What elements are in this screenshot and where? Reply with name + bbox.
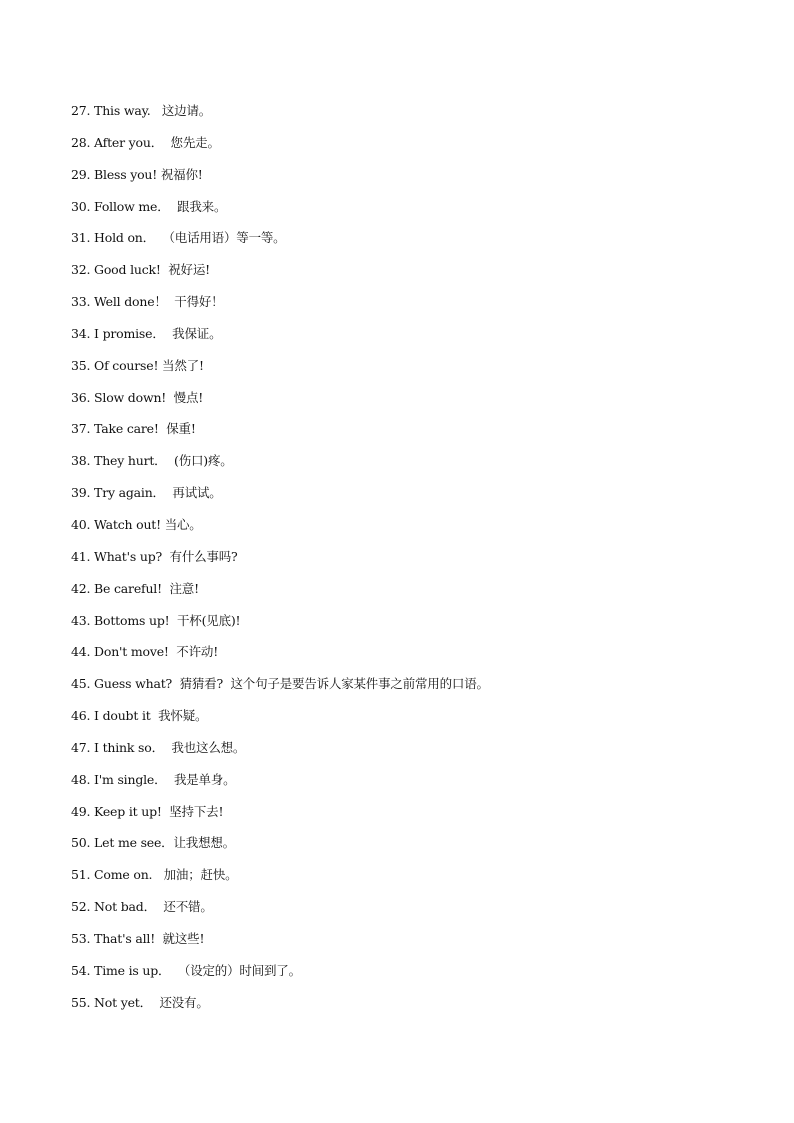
phrase-line-28: 28. After you． 您先走。 xyxy=(71,134,220,150)
phrase-line-40: 40. Watch out! 当心。 xyxy=(71,516,202,532)
phrase-line-36: 36. Slow down! 慢点! xyxy=(71,389,204,405)
phrase-line-37: 37. Take care! 保重! xyxy=(71,421,196,437)
phrase-line-30: 30. Follow me． 跟我来。 xyxy=(71,198,227,214)
phrase-line-53: 53. That's all! 就这些! xyxy=(71,930,205,946)
phrase-line-33: 33. Well done！ 干得好！ xyxy=(71,294,224,310)
phrase-line-46: 46. I doubt it 我怀疑。 xyxy=(71,708,208,724)
phrase-line-44: 44. Don't move! 不许动! xyxy=(71,644,219,660)
phrase-line-49: 49. Keep it up! 坚持下去! xyxy=(71,803,224,819)
phrase-line-45: 45. Guess what? 猜猜看? 这个句子是要告诉人家某件事之前常用的口语。 xyxy=(71,676,489,692)
phrase-line-54: 54. Time is up． （设定的）时间到了。 xyxy=(71,962,301,978)
phrase-line-41: 41. What's up? 有什么事吗? xyxy=(71,548,238,564)
phrase-line-43: 43. Bottoms up! 干杯(见底)! xyxy=(71,612,241,628)
phrase-list xyxy=(71,100,751,1023)
phrase-line-34: 34. I promise． 我保证。 xyxy=(71,325,222,341)
phrase-line-35: 35. Of course! 当然了! xyxy=(71,357,204,373)
phrase-line-38: 38. They hurt． (伤口)疼。 xyxy=(71,453,233,469)
phrase-line-31: 31. Hold on． （电话用语）等一等。 xyxy=(71,230,286,246)
phrase-line-51: 51. Come on. 加油；赶快。 xyxy=(71,867,238,883)
phrase-line-47: 47. I think so． 我也这么想。 xyxy=(71,739,246,755)
phrase-line-42: 42. Be careful! 注意! xyxy=(71,580,199,596)
phrase-line-27: 27. This way. 这边请。 xyxy=(71,103,212,118)
phrase-line-32: 32. Good luck! 祝好运! xyxy=(71,262,210,278)
phrase-line-39: 39. Try again． 再试试。 xyxy=(71,485,222,501)
phrase-line-29: 29. Bless you! 祝福你! xyxy=(71,166,203,182)
phrase-line-50: 50. Let me see．让我想想。 xyxy=(71,835,235,851)
phrase-line-55: 55. Not yet． 还没有。 xyxy=(71,994,209,1010)
phrase-line-52: 52. Not bad． 还不错。 xyxy=(71,899,213,915)
phrase-line-48: 48. I'm single． 我是单身。 xyxy=(71,771,236,787)
